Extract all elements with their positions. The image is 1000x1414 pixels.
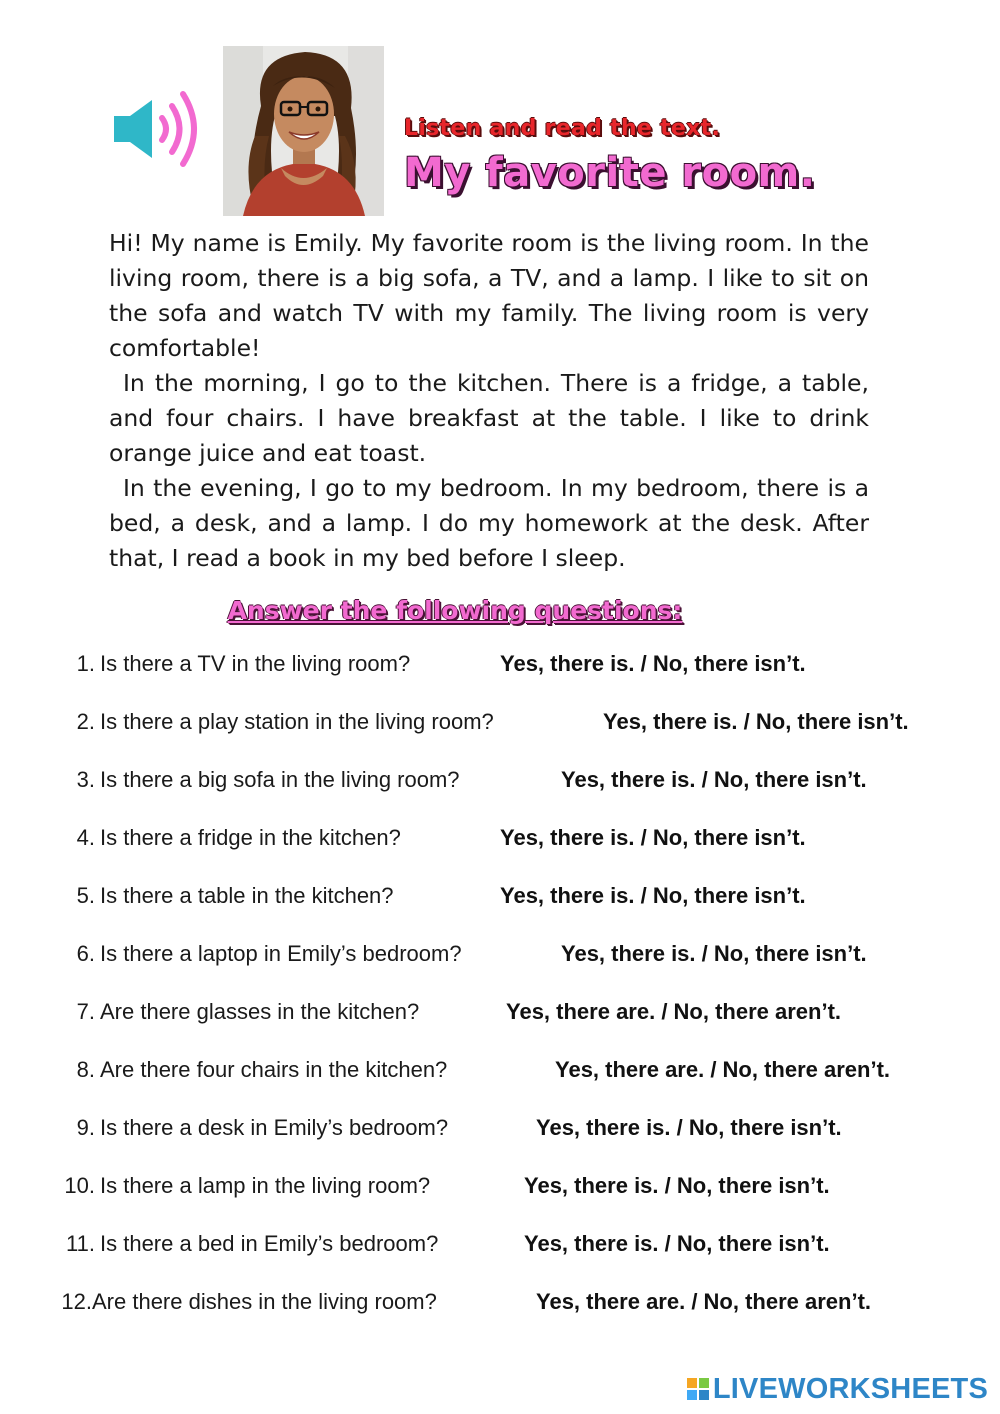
question-number: 9.	[76, 1115, 95, 1140]
question-row	[0, 1173, 1000, 1231]
question-row	[0, 825, 1000, 883]
question-row	[0, 767, 1000, 825]
question-text: Is there a lamp in the living room?	[100, 1173, 431, 1198]
answer-choice[interactable]: Yes, there are. / No, there aren’t.	[555, 1057, 891, 1082]
question-text: Is there a TV in the living room?	[100, 651, 411, 676]
question-row	[0, 883, 1000, 941]
answer-choice[interactable]: Yes, there are. / No, there aren’t.	[506, 999, 842, 1024]
questions-heading: Answer the following questions:	[227, 596, 683, 625]
question-row	[0, 709, 1000, 767]
question-number: 4.	[76, 825, 95, 850]
speaker-icon[interactable]	[112, 86, 212, 176]
question-number: 1.	[76, 651, 95, 676]
question-number: 2.	[76, 709, 95, 734]
answer-choice[interactable]: Yes, there is. / No, there isn’t.	[561, 767, 867, 792]
liveworksheets-icon	[686, 1377, 710, 1401]
reading-paragraph: In the morning, I go to the kitchen. There is a fridge, a table, and four chairs. I have breakfast at the table. I like to drink orange juice and eat toast.	[109, 369, 869, 467]
question-row	[0, 941, 1000, 999]
question-text: Is there a fridge in the kitchen?	[100, 825, 401, 850]
question-number: 12.	[61, 1289, 92, 1314]
question-row	[0, 1057, 1000, 1115]
question-number: 11.	[66, 1231, 95, 1256]
reading-text	[109, 226, 869, 576]
question-text: Are there dishes in the living room?	[92, 1289, 437, 1314]
instruction-subtitle: Listen and read the text.	[404, 116, 721, 141]
answer-choice[interactable]: Yes, there is. / No, there isn’t.	[500, 651, 806, 676]
liveworksheets-logo[interactable]	[686, 1374, 988, 1404]
question-row	[0, 1289, 1000, 1347]
question-number: 7.	[76, 999, 95, 1024]
question-text: Is there a play station in the living room?	[100, 709, 494, 734]
question-number: 10.	[64, 1173, 95, 1198]
question-text: Is there a desk in Emily’s bedroom?	[100, 1115, 449, 1140]
questions-list	[0, 651, 1000, 1347]
answer-choice[interactable]: Yes, there is. / No, there isn’t.	[524, 1173, 830, 1198]
question-row	[0, 651, 1000, 709]
question-text: Are there four chairs in the kitchen?	[100, 1057, 448, 1082]
answer-choice[interactable]: Yes, there is. / No, there isn’t.	[536, 1115, 842, 1140]
answer-choice[interactable]: Yes, there is. / No, there isn’t.	[500, 825, 806, 850]
question-text: Is there a table in the kitchen?	[100, 883, 394, 908]
answer-choice[interactable]: Yes, there is. / No, there isn’t.	[500, 883, 806, 908]
answer-choice[interactable]: Yes, there is. / No, there isn’t.	[603, 709, 909, 734]
brand-name: LIVEWORKSHEETS	[712, 1372, 988, 1405]
question-number: 5.	[76, 883, 95, 908]
reading-paragraph: Hi! My name is Emily. My favorite room is the living room. In the living room, there is a big sofa, a TV, and a lamp. I like to sit on the sofa and watch TV with my family. The living room is very comfortable!	[109, 229, 869, 362]
question-row	[0, 1231, 1000, 1289]
question-text: Is there a big sofa in the living room?	[100, 767, 460, 792]
question-number: 8.	[76, 1057, 95, 1082]
question-row	[0, 999, 1000, 1057]
reading-paragraph: In the evening, I go to my bedroom. In my bedroom, there is a bed, a desk, and a lamp. I do my homework at the desk. After that, I read a book in my bed before I sleep.	[109, 474, 869, 572]
answer-choice[interactable]: Yes, there are. / No, there aren’t.	[536, 1289, 872, 1314]
question-number: 3.	[76, 767, 95, 792]
question-text: Is there a laptop in Emily’s bedroom?	[100, 941, 462, 966]
question-row	[0, 1115, 1000, 1173]
question-text: Are there glasses in the kitchen?	[100, 999, 420, 1024]
answer-choice[interactable]: Yes, there is. / No, there isn’t.	[524, 1231, 830, 1256]
page-title: My favorite room.	[404, 150, 816, 196]
portrait-photo	[223, 46, 384, 216]
answer-choice[interactable]: Yes, there is. / No, there isn’t.	[561, 941, 867, 966]
question-number: 6.	[76, 941, 95, 966]
question-text: Is there a bed in Emily’s bedroom?	[100, 1231, 439, 1256]
